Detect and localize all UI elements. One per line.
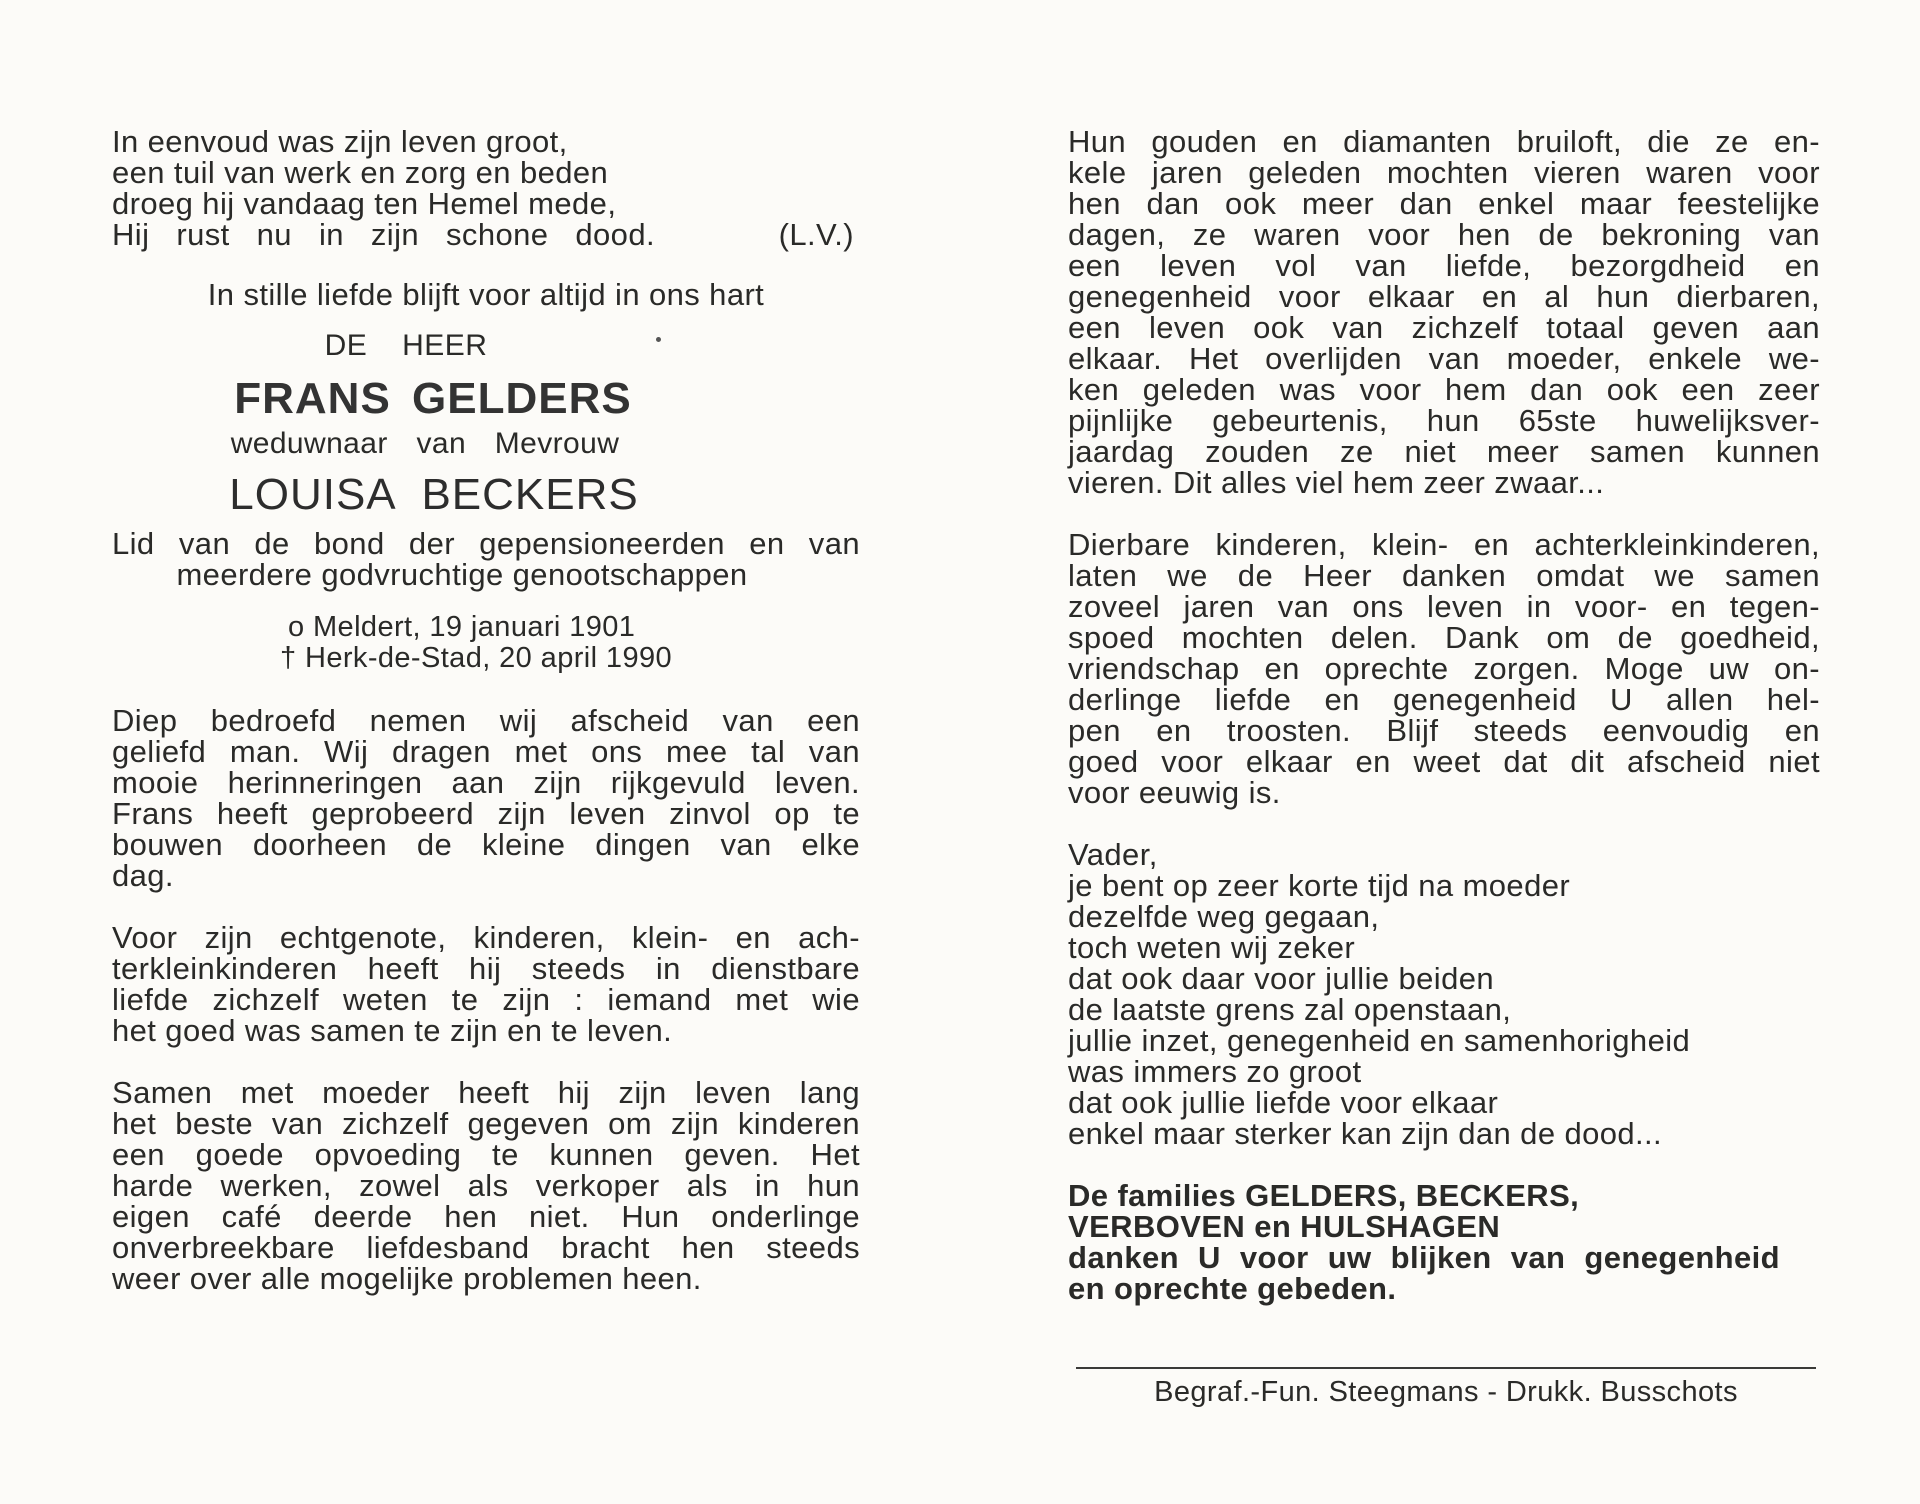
text-line: het goed was samen te zijn en te leven. xyxy=(112,1013,673,1048)
thanks-line: danken U voor uw blijken van genegenheid xyxy=(1068,1240,1780,1275)
poem-line: je bent op zeer korte tijd na moeder xyxy=(1068,868,1571,903)
text-line: vieren. Dit alles viel hem zeer zwaar... xyxy=(1068,465,1605,500)
text-line: voor eeuwig is. xyxy=(1068,775,1281,810)
poem-line: de laatste grens zal openstaan, xyxy=(1068,992,1512,1027)
text-line: Hun gouden en diamanten bruiloft, die ze en- xyxy=(1068,124,1820,159)
poem-line: Hij rust nu in zijn schone dood. xyxy=(112,217,655,252)
text-line: derlinge liefde en genegenheid U allen hel- xyxy=(1068,682,1820,717)
text-line: liefde zichzelf weten te zijn : iemand met wie xyxy=(112,982,860,1017)
poem-line: In eenvoud was zijn leven groot, xyxy=(112,124,568,159)
text-line: geliefd man. Wij dragen met ons mee tal van xyxy=(112,734,860,769)
remembrance-line: In stille liefde blijft voor altijd in ons hart xyxy=(207,277,765,312)
text-line: laten we de Heer danken omdat we samen xyxy=(1068,558,1820,593)
deceased-name: FRANS GELDERS xyxy=(234,374,632,423)
text-line: kele jaren geleden mochten vieren waren voor xyxy=(1068,155,1820,190)
left-column xyxy=(112,126,860,1294)
family-thanks xyxy=(1068,1180,1780,1304)
poem-line: dat ook jullie liefde voor elkaar xyxy=(1068,1085,1499,1120)
poem-line: Vader, xyxy=(1068,837,1158,872)
death-date: † Herk-de-Stad, 20 april 1990 xyxy=(280,642,673,674)
thanks-line: De families GELDERS, BECKERS, xyxy=(1068,1178,1580,1213)
poem-line: een tuil van werk en zorg en beden xyxy=(112,155,609,190)
birth-date: o Meldert, 19 januari 1901 xyxy=(288,611,636,643)
text-line: een goede opvoeding te kunnen geven. Het xyxy=(112,1137,860,1172)
text-line: weer over alle mogelijke problemen heen. xyxy=(112,1261,702,1296)
poem-line: droeg hij vandaag ten Hemel mede, xyxy=(112,186,617,221)
text-line: Dierbare kinderen, klein- en achterkleinkinderen, xyxy=(1068,527,1820,562)
paragraph-anniversary xyxy=(1068,126,1820,498)
text-line: spoed mochten delen. Dank om de goedheid, xyxy=(1068,620,1820,655)
text-line: Diep bedroefd nemen wij afscheid van een xyxy=(112,703,860,738)
membership-line: Lid van de bond der gepensioneerden en van xyxy=(112,526,860,561)
poem-line: enkel maar sterker kan zijn dan de dood... xyxy=(1068,1116,1663,1151)
text-line: jaardag zouden ze niet meer samen kunnen xyxy=(1068,434,1820,469)
widower-of-line: weduwnaar van Mevrouw xyxy=(230,427,620,460)
text-line: Voor zijn echtgenote, kinderen, klein- en ach- xyxy=(112,920,860,955)
poem-author: (L.V.) xyxy=(778,217,854,252)
membership xyxy=(112,528,860,590)
poem-line: jullie inzet, genegenheid en samenhorigheid xyxy=(1068,1023,1691,1058)
title-de-heer: DE HEER xyxy=(324,329,488,362)
print-speck xyxy=(656,337,661,342)
text-line: pen en troosten. Blijf steeds eenvoudig en xyxy=(1068,713,1820,748)
printer-credit: Begraf.-Fun. Steegmans - Drukk. Busschots xyxy=(1154,1376,1738,1408)
paragraph-farewell xyxy=(112,705,860,891)
spouse-name: LOUISA BECKERS xyxy=(229,470,639,519)
poem-line: toch weten wij zeker xyxy=(1068,930,1356,965)
text-line: hen dan ook meer dan enkel maar feestelijke xyxy=(1068,186,1820,221)
life-dates xyxy=(112,612,860,674)
text-line: genegenheid voor elkaar en al hun dierbaren, xyxy=(1068,279,1820,314)
right-column xyxy=(1068,126,1820,1304)
poem-line: was immers zo groot xyxy=(1068,1054,1362,1089)
paragraph-family xyxy=(112,922,860,1046)
text-line: dagen, ze waren voor hen de bekroning van xyxy=(1068,217,1820,252)
text-line: bouwen doorheen de kleine dingen van elke xyxy=(112,827,860,862)
text-line: eigen café deerde hen niet. Hun onderlinge xyxy=(112,1199,860,1234)
closing-poem xyxy=(1068,839,1820,1149)
text-line: zoveel jaren van ons leven in voor- en tegen- xyxy=(1068,589,1820,624)
text-line: harde werken, zowel als verkoper als in hun xyxy=(112,1168,860,1203)
text-line: goed voor elkaar en weet dat dit afscheid niet xyxy=(1068,744,1820,779)
text-line: terkleinkinderen heeft hij steeds in dienstbare xyxy=(112,951,860,986)
opening-poem xyxy=(112,126,860,250)
thanks-line: en oprechte gebeden. xyxy=(1068,1271,1397,1306)
text-line: Samen met moeder heeft hij zijn leven lang xyxy=(112,1075,860,1110)
poem-line: dezelfde weg gegaan, xyxy=(1068,899,1380,934)
text-line: ken geleden was voor hem dan ook een zeer xyxy=(1068,372,1820,407)
poem-line: dat ook daar voor jullie beiden xyxy=(1068,961,1495,996)
text-line: het beste van zichzelf gegeven om zijn kinderen xyxy=(112,1106,860,1141)
text-line: een leven ook van zichzelf totaal geven aan xyxy=(1068,310,1820,345)
text-line: vriendschap en oprechte zorgen. Moge uw on- xyxy=(1068,651,1820,686)
footer-divider xyxy=(1076,1367,1816,1369)
text-line: pijnlijke gebeurtenis, hun 65ste huwelijksver- xyxy=(1068,403,1820,438)
text-line: onverbreekbare liefdesband bracht hen steeds xyxy=(112,1230,860,1265)
text-line: mooie herinneringen aan zijn rijkgevuld leven. xyxy=(112,765,860,800)
paragraph-mother xyxy=(112,1077,860,1294)
paragraph-children xyxy=(1068,529,1820,808)
text-line: elkaar. Het overlijden van moeder, enkele we- xyxy=(1068,341,1820,376)
text-line: Frans heeft geprobeerd zijn leven zinvol op te xyxy=(112,796,860,831)
text-line: dag. xyxy=(112,858,174,893)
text-line: een leven vol van liefde, bezorgdheid en xyxy=(1068,248,1820,283)
thanks-line: VERBOVEN en HULSHAGEN xyxy=(1068,1209,1501,1244)
membership-line: meerdere godvruchtige genootschappen xyxy=(176,557,748,592)
